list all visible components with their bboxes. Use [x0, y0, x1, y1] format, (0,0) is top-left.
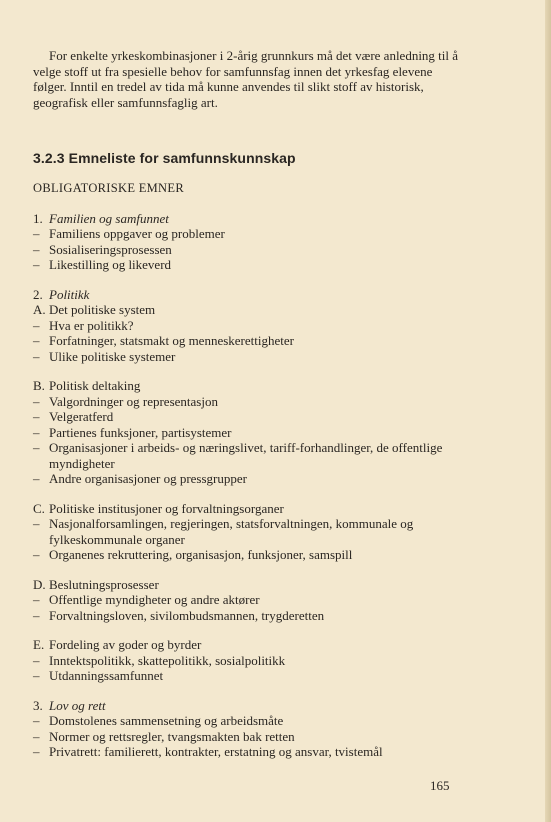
list-marker: – [33, 348, 40, 364]
list-marker: – [33, 516, 40, 531]
list-item [33, 211, 463, 227]
list-marker: 1. [33, 210, 43, 226]
topic-group [33, 378, 463, 487]
list-item [33, 349, 463, 365]
list-item [33, 409, 463, 425]
list-marker: – [33, 668, 40, 683]
list-item [33, 698, 463, 714]
topic-group [33, 211, 463, 273]
list-item-text: Velgeratferd [49, 409, 114, 424]
section-title: 3.2.3 Emneliste for samfunnskunnskap [33, 150, 296, 166]
list-item [33, 668, 463, 684]
list-item [33, 729, 463, 745]
list-item [33, 226, 463, 242]
list-item [33, 653, 463, 669]
topic-groups [33, 211, 463, 760]
list-item [33, 333, 463, 349]
list-item-text: Det politiske system [49, 302, 156, 317]
list-item [33, 440, 463, 471]
list-marker: – [33, 547, 40, 562]
list-marker: – [33, 592, 40, 607]
topic-group [33, 287, 463, 365]
list-item [33, 501, 463, 517]
list-item-text: Fordeling av goder og byrder [49, 637, 202, 652]
list-item [33, 394, 463, 410]
list-marker: B. [33, 378, 45, 393]
list-item-text: Sosialiseringsprosessen [49, 241, 172, 257]
list-marker: – [33, 607, 40, 623]
list-item-text: Politisk deltaking [49, 378, 141, 393]
list-marker: – [33, 744, 40, 759]
list-marker: – [33, 241, 40, 257]
list-item [33, 425, 463, 441]
list-marker: – [33, 317, 40, 333]
page-number: 165 [430, 778, 450, 793]
list-marker: D. [33, 576, 46, 592]
list-item [33, 302, 463, 318]
intro-text: For enkelte yrkeskombinasjoner i 2-årig grunnkurs må det være anledning til å velge stoff ut fra spesielle behov for samfunnsfag innen det yrkesfag elevene følger. Inntil en tredel av tida må kunne anvendes til slikt stoff av historisk, geografisk eller samfunnsfaglig art. [33, 48, 459, 110]
list-marker: C. [33, 500, 45, 516]
list-item-text: Beslutningsprosesser [49, 576, 159, 592]
list-marker: – [33, 728, 40, 744]
list-item [33, 713, 463, 729]
list-marker: – [33, 424, 40, 440]
list-marker: – [33, 226, 40, 241]
list-item-text: Privatrett: familierett, kontrakter, erstatning og ansvar, tvistemål [49, 744, 383, 759]
list-marker: – [33, 471, 40, 486]
list-item [33, 592, 463, 608]
list-item [33, 318, 463, 334]
list-item [33, 257, 463, 273]
list-item-text: Familien og samfunnet [49, 210, 169, 226]
list-item [33, 378, 463, 394]
list-marker: E. [33, 637, 45, 652]
list-item-text: Forfatninger, statsmakt og menneskerettigheter [49, 333, 294, 348]
list-item [33, 608, 463, 624]
list-item-text: Inntektspolitikk, skattepolitikk, sosialpolitikk [49, 652, 286, 668]
list-item-text: Organisasjoner i arbeids- og næringslivet, tariff-forhandlinger, de offentlige myndigheter [49, 440, 443, 471]
list-marker: – [33, 652, 40, 668]
list-item-text: Lov og rett [49, 697, 106, 713]
topic-group [33, 698, 463, 760]
list-marker: – [33, 333, 40, 348]
intro-paragraph [33, 48, 463, 110]
list-item-text: Valgordninger og representasjon [49, 393, 218, 409]
topic-group [33, 577, 463, 624]
list-marker: – [33, 440, 40, 455]
list-item-text: Domstolenes sammensetning og arbeidsmåte [49, 713, 284, 728]
list-item [33, 516, 463, 547]
subheading: OBLIGATORISKE EMNER [33, 181, 184, 195]
list-item-text: Politiske institusjoner og forvaltningsorganer [49, 500, 284, 516]
list-item-text: Likestilling og likeverd [49, 257, 172, 272]
list-item [33, 287, 463, 303]
list-item-text: Familiens oppgaver og problemer [49, 226, 225, 241]
list-item-text: Ulike politiske systemer [49, 348, 176, 364]
list-item-text: Offentlige myndigheter og andre aktører [49, 592, 260, 607]
list-marker: – [33, 257, 40, 272]
list-item [33, 577, 463, 593]
list-item-text: Organenes rekruttering, organisasjon, funksjoner, samspill [49, 547, 353, 562]
list-item-text: Andre organisasjoner og pressgrupper [49, 471, 247, 486]
page-edge [545, 0, 551, 822]
list-marker: – [33, 393, 40, 409]
topic-group [33, 637, 463, 684]
list-item [33, 471, 463, 487]
list-item-text: Normer og rettsregler, tvangsmakten bak retten [49, 728, 295, 744]
list-item-text: Utdanningssamfunnet [49, 668, 164, 683]
list-marker: A. [33, 302, 46, 317]
topic-list [33, 181, 463, 774]
list-item [33, 744, 463, 760]
list-item [33, 547, 463, 563]
list-item [33, 242, 463, 258]
list-item-text: Hva er politikk? [49, 317, 134, 333]
list-marker: – [33, 713, 40, 728]
list-item-text: Partienes funksjoner, partisystemer [49, 424, 232, 440]
list-marker: – [33, 409, 40, 424]
list-item [33, 637, 463, 653]
list-marker: 2. [33, 286, 43, 302]
list-marker: 3. [33, 697, 43, 713]
list-item-text: Forvaltningsloven, sivilombudsmannen, trygderetten [49, 607, 325, 623]
topic-group [33, 501, 463, 563]
list-item-text: Nasjonalforsamlingen, regjeringen, statsforvaltningen, kommunale og fylkeskommunale organer [49, 516, 414, 547]
list-item-text: Politikk [49, 286, 90, 302]
